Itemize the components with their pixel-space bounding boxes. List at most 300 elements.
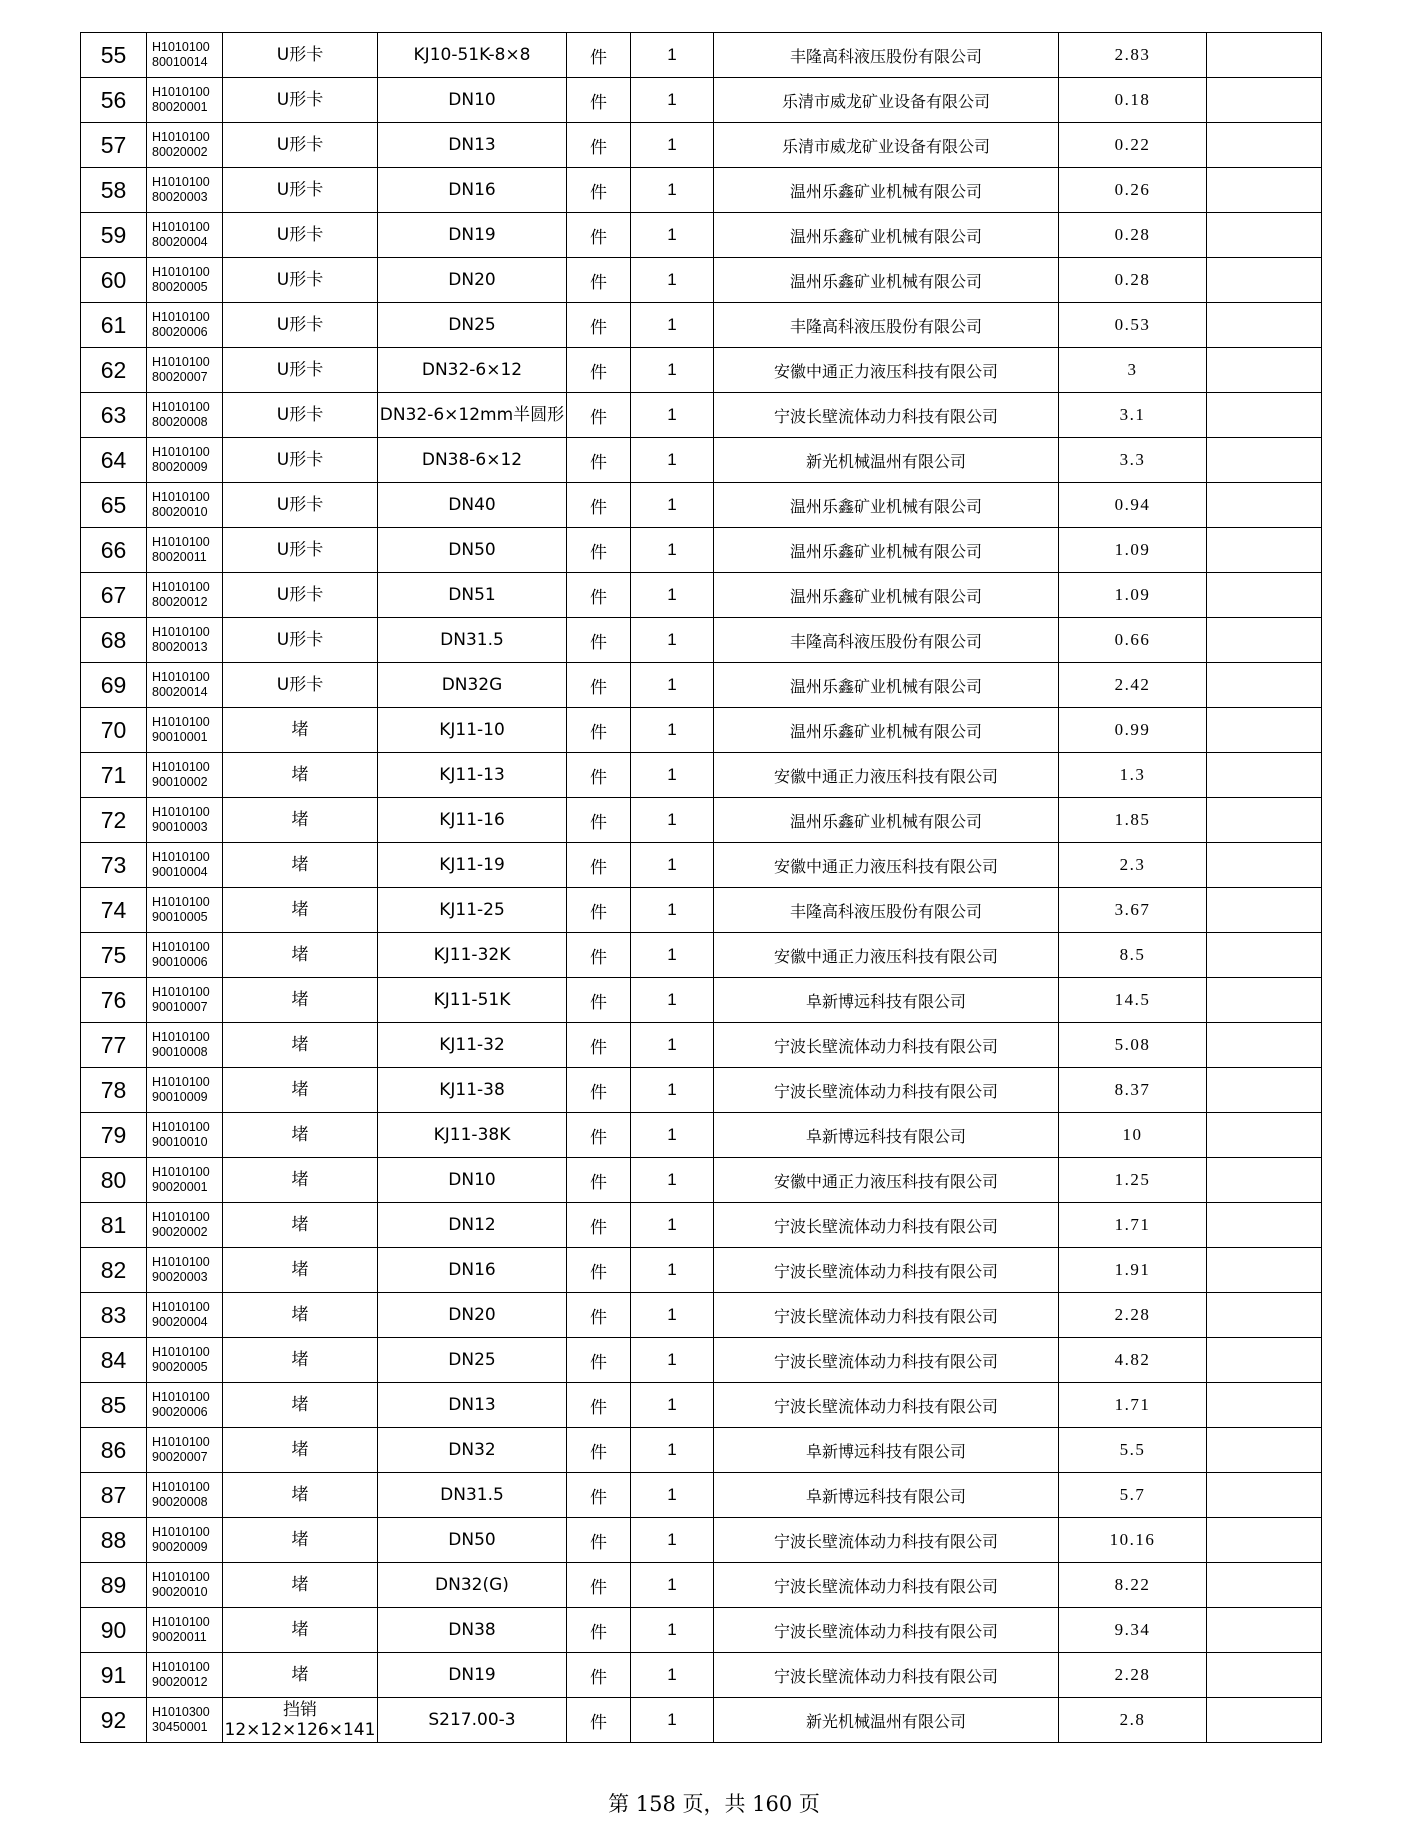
unit-price-cell: 0.53 <box>1059 303 1207 348</box>
material-code-line: H1010100 <box>152 895 210 909</box>
unit-price-cell: 3.67 <box>1059 888 1207 933</box>
material-code-line: 90020005 <box>152 1360 208 1374</box>
table-row <box>81 1473 1322 1518</box>
row-number-cell: 65 <box>81 483 147 528</box>
item-unit-cell: 件 <box>567 258 631 303</box>
item-quantity-cell: 1 <box>631 1248 714 1293</box>
table-row <box>81 843 1322 888</box>
material-code-cell <box>147 1653 223 1698</box>
row-number-cell: 72 <box>81 798 147 843</box>
item-spec-cell: KJ11-38K <box>378 1113 567 1158</box>
item-name-cell: 堵 <box>223 1383 378 1428</box>
material-code-line: H1010100 <box>152 715 210 729</box>
table-row <box>81 1518 1322 1563</box>
material-code-line: 80020014 <box>152 685 208 699</box>
material-code-line: H1010100 <box>152 1120 210 1134</box>
material-code-line: 90020006 <box>152 1405 208 1419</box>
table-row <box>81 438 1322 483</box>
item-unit-cell: 件 <box>567 1293 631 1338</box>
item-quantity-cell: 1 <box>631 708 714 753</box>
item-unit-cell: 件 <box>567 213 631 258</box>
material-code-line: 90010005 <box>152 910 208 924</box>
item-spec-cell: S217.00-3 <box>378 1698 567 1743</box>
row-number-cell: 75 <box>81 933 147 978</box>
material-code-line: H1010100 <box>152 175 210 189</box>
table-row <box>81 1608 1322 1653</box>
remark-cell <box>1207 1563 1322 1608</box>
material-code-line: H1010100 <box>152 1525 210 1539</box>
material-code-cell <box>147 1113 223 1158</box>
unit-price-cell: 1.3 <box>1059 753 1207 798</box>
material-code-line: H1010100 <box>152 40 210 54</box>
item-spec-cell: DN16 <box>378 1248 567 1293</box>
unit-price-cell: 8.22 <box>1059 1563 1207 1608</box>
row-number-cell: 83 <box>81 1293 147 1338</box>
item-name-cell: U形卡 <box>223 168 378 213</box>
material-code-line: H1010100 <box>152 1300 210 1314</box>
item-quantity-cell: 1 <box>631 213 714 258</box>
table-row <box>81 1383 1322 1428</box>
item-spec-cell: DN25 <box>378 303 567 348</box>
table-row <box>81 33 1322 78</box>
item-quantity-cell: 1 <box>631 1428 714 1473</box>
table-row <box>81 303 1322 348</box>
item-name-cell: U形卡 <box>223 528 378 573</box>
item-spec-cell: KJ11-19 <box>378 843 567 888</box>
item-name-cell: U形卡 <box>223 663 378 708</box>
item-name-cell: 堵 <box>223 1653 378 1698</box>
item-name-cell: U形卡 <box>223 303 378 348</box>
material-code-line: H1010100 <box>152 265 210 279</box>
supplier-name-cell: 温州乐鑫矿业机械有限公司 <box>714 258 1059 303</box>
remark-cell <box>1207 1383 1322 1428</box>
supplier-name-cell: 丰隆高科液压股份有限公司 <box>714 303 1059 348</box>
supplier-name-cell: 宁波长壁流体动力科技有限公司 <box>714 1068 1059 1113</box>
unit-price-cell: 0.22 <box>1059 123 1207 168</box>
item-unit-cell: 件 <box>567 1383 631 1428</box>
material-code-line: 90020007 <box>152 1450 208 1464</box>
item-name-cell: 堵 <box>223 753 378 798</box>
material-code-cell <box>147 1248 223 1293</box>
table-row <box>81 618 1322 663</box>
table-row <box>81 663 1322 708</box>
item-unit-cell: 件 <box>567 888 631 933</box>
item-quantity-cell: 1 <box>631 33 714 78</box>
remark-cell <box>1207 393 1322 438</box>
item-spec-cell: KJ11-10 <box>378 708 567 753</box>
material-code-line: H1010100 <box>152 625 210 639</box>
row-number-cell: 62 <box>81 348 147 393</box>
material-code-line: 90010006 <box>152 955 208 969</box>
table-row <box>81 258 1322 303</box>
material-code-line: H1010100 <box>152 1255 210 1269</box>
unit-price-cell: 2.8 <box>1059 1698 1207 1743</box>
material-code-line: 90020008 <box>152 1495 208 1509</box>
table-row <box>81 1113 1322 1158</box>
material-code-line: H1010100 <box>152 1480 210 1494</box>
item-unit-cell: 件 <box>567 1113 631 1158</box>
item-unit-cell: 件 <box>567 978 631 1023</box>
material-code-cell <box>147 1383 223 1428</box>
supplier-name-cell: 新光机械温州有限公司 <box>714 1698 1059 1743</box>
material-code-line: 90020001 <box>152 1180 208 1194</box>
remark-cell <box>1207 1023 1322 1068</box>
item-name-cell: 堵 <box>223 1203 378 1248</box>
item-quantity-cell: 1 <box>631 573 714 618</box>
unit-price-cell: 2.28 <box>1059 1293 1207 1338</box>
material-code-line: 80020001 <box>152 100 208 114</box>
row-number-cell: 55 <box>81 33 147 78</box>
item-name-cell: U形卡 <box>223 123 378 168</box>
material-code-line: 30450001 <box>152 1720 208 1734</box>
remark-cell <box>1207 438 1322 483</box>
material-code-line: H1010100 <box>152 1435 210 1449</box>
remark-cell <box>1207 213 1322 258</box>
item-unit-cell: 件 <box>567 573 631 618</box>
item-unit-cell: 件 <box>567 1518 631 1563</box>
unit-price-cell: 0.28 <box>1059 213 1207 258</box>
material-code-cell <box>147 303 223 348</box>
supplier-name-cell: 阜新博远科技有限公司 <box>714 1473 1059 1518</box>
item-quantity-cell: 1 <box>631 168 714 213</box>
remark-cell <box>1207 483 1322 528</box>
remark-cell <box>1207 33 1322 78</box>
unit-price-cell: 4.82 <box>1059 1338 1207 1383</box>
material-code-line: 90010007 <box>152 1000 208 1014</box>
material-code-line: 90020011 <box>152 1630 207 1644</box>
item-spec-cell: DN13 <box>378 123 567 168</box>
item-name-cell: 挡销12×12×126×141 <box>223 1698 378 1743</box>
remark-cell <box>1207 1158 1322 1203</box>
item-spec-cell: DN10 <box>378 1158 567 1203</box>
unit-price-cell: 2.42 <box>1059 663 1207 708</box>
material-code-line: 90020002 <box>152 1225 208 1239</box>
row-number-cell: 69 <box>81 663 147 708</box>
remark-cell <box>1207 888 1322 933</box>
item-unit-cell: 件 <box>567 303 631 348</box>
remark-cell <box>1207 618 1322 663</box>
item-name-cell: 堵 <box>223 1248 378 1293</box>
unit-price-cell: 0.94 <box>1059 483 1207 528</box>
table-row <box>81 483 1322 528</box>
item-quantity-cell: 1 <box>631 258 714 303</box>
material-code-line: H1010100 <box>152 1660 210 1674</box>
item-quantity-cell: 1 <box>631 978 714 1023</box>
item-unit-cell: 件 <box>567 1608 631 1653</box>
item-spec-cell: DN40 <box>378 483 567 528</box>
material-code-line: H1010100 <box>152 310 210 324</box>
item-name-cell: 堵 <box>223 1068 378 1113</box>
table-row <box>81 1428 1322 1473</box>
item-unit-cell: 件 <box>567 1653 631 1698</box>
unit-price-cell: 0.18 <box>1059 78 1207 123</box>
item-unit-cell: 件 <box>567 663 631 708</box>
supplier-name-cell: 宁波长壁流体动力科技有限公司 <box>714 1248 1059 1293</box>
material-code-line: 80020009 <box>152 460 208 474</box>
unit-price-cell: 3.3 <box>1059 438 1207 483</box>
table-row <box>81 1563 1322 1608</box>
table-row <box>81 1023 1322 1068</box>
material-code-line: H1010100 <box>152 220 210 234</box>
unit-price-cell: 1.91 <box>1059 1248 1207 1293</box>
remark-cell <box>1207 528 1322 573</box>
item-unit-cell: 件 <box>567 1068 631 1113</box>
item-unit-cell: 件 <box>567 708 631 753</box>
row-number-cell: 89 <box>81 1563 147 1608</box>
table-row <box>81 528 1322 573</box>
item-spec-cell: DN13 <box>378 1383 567 1428</box>
table-row <box>81 348 1322 393</box>
remark-cell <box>1207 1608 1322 1653</box>
material-code-line: H1010100 <box>152 1570 210 1584</box>
supplier-name-cell: 安徽中通正力液压科技有限公司 <box>714 933 1059 978</box>
material-code-cell <box>147 258 223 303</box>
unit-price-cell: 1.09 <box>1059 573 1207 618</box>
remark-cell <box>1207 1293 1322 1338</box>
table-row <box>81 1203 1322 1248</box>
item-spec-cell: DN16 <box>378 168 567 213</box>
item-spec-cell: DN25 <box>378 1338 567 1383</box>
item-name-cell: U形卡 <box>223 78 378 123</box>
supplier-name-cell: 安徽中通正力液压科技有限公司 <box>714 753 1059 798</box>
row-number-cell: 86 <box>81 1428 147 1473</box>
remark-cell <box>1207 933 1322 978</box>
material-code-cell <box>147 168 223 213</box>
item-name-cell: 堵 <box>223 798 378 843</box>
remark-cell <box>1207 78 1322 123</box>
material-code-line: H1010100 <box>152 355 210 369</box>
remark-cell <box>1207 1113 1322 1158</box>
item-name-cell: 堵 <box>223 708 378 753</box>
item-name-cell: 堵 <box>223 1608 378 1653</box>
material-code-line: H1010100 <box>152 850 210 864</box>
remark-cell <box>1207 348 1322 393</box>
unit-price-cell: 14.5 <box>1059 978 1207 1023</box>
supplier-name-cell: 丰隆高科液压股份有限公司 <box>714 33 1059 78</box>
material-code-line: 90010003 <box>152 820 208 834</box>
material-code-line: 90020003 <box>152 1270 208 1284</box>
unit-price-cell: 8.5 <box>1059 933 1207 978</box>
material-code-line: H1010100 <box>152 1615 210 1629</box>
material-code-line: 90020009 <box>152 1540 208 1554</box>
row-number-cell: 91 <box>81 1653 147 1698</box>
supplier-name-cell: 宁波长壁流体动力科技有限公司 <box>714 1293 1059 1338</box>
material-code-cell <box>147 1698 223 1743</box>
material-code-cell <box>147 438 223 483</box>
item-unit-cell: 件 <box>567 78 631 123</box>
material-code-line: 80020003 <box>152 190 208 204</box>
table-body <box>81 33 1322 1743</box>
unit-price-cell: 1.25 <box>1059 1158 1207 1203</box>
item-name-cell: 堵 <box>223 843 378 888</box>
supplier-name-cell: 宁波长壁流体动力科技有限公司 <box>714 1203 1059 1248</box>
item-quantity-cell: 1 <box>631 1563 714 1608</box>
item-unit-cell: 件 <box>567 618 631 663</box>
table-row <box>81 1653 1322 1698</box>
supplier-name-cell: 宁波长壁流体动力科技有限公司 <box>714 1653 1059 1698</box>
item-spec-cell: DN32-6×12mm半圆形 <box>378 393 567 438</box>
item-quantity-cell: 1 <box>631 1068 714 1113</box>
item-name-cell: U形卡 <box>223 483 378 528</box>
remark-cell <box>1207 1518 1322 1563</box>
supplier-name-cell: 丰隆高科液压股份有限公司 <box>714 888 1059 933</box>
material-code-line: H1010100 <box>152 805 210 819</box>
material-code-cell <box>147 1203 223 1248</box>
row-number-cell: 66 <box>81 528 147 573</box>
row-number-cell: 78 <box>81 1068 147 1113</box>
item-quantity-cell: 1 <box>631 753 714 798</box>
material-code-line: 90020012 <box>152 1675 208 1689</box>
unit-price-cell: 10 <box>1059 1113 1207 1158</box>
item-spec-cell: DN20 <box>378 1293 567 1338</box>
material-code-cell <box>147 1518 223 1563</box>
unit-price-cell: 5.08 <box>1059 1023 1207 1068</box>
item-spec-cell: DN32(G) <box>378 1563 567 1608</box>
unit-price-cell: 1.09 <box>1059 528 1207 573</box>
supplier-name-cell: 阜新博远科技有限公司 <box>714 1428 1059 1473</box>
supplier-name-cell: 温州乐鑫矿业机械有限公司 <box>714 168 1059 213</box>
row-number-cell: 59 <box>81 213 147 258</box>
material-code-line: H1010100 <box>152 580 210 594</box>
unit-price-cell: 3 <box>1059 348 1207 393</box>
material-code-cell <box>147 843 223 888</box>
material-code-line: H1010100 <box>152 1165 210 1179</box>
item-spec-cell: DN31.5 <box>378 618 567 663</box>
item-quantity-cell: 1 <box>631 393 714 438</box>
material-code-cell <box>147 78 223 123</box>
item-spec-cell: DN20 <box>378 258 567 303</box>
supplier-name-cell: 安徽中通正力液压科技有限公司 <box>714 348 1059 393</box>
material-code-line: 90010002 <box>152 775 208 789</box>
row-number-cell: 92 <box>81 1698 147 1743</box>
unit-price-cell: 2.3 <box>1059 843 1207 888</box>
item-name-cell: 堵 <box>223 1563 378 1608</box>
supplier-name-cell: 温州乐鑫矿业机械有限公司 <box>714 213 1059 258</box>
item-unit-cell: 件 <box>567 1473 631 1518</box>
material-code-line: 80020007 <box>152 370 208 384</box>
material-code-line: H1010100 <box>152 760 210 774</box>
item-unit-cell: 件 <box>567 528 631 573</box>
item-unit-cell: 件 <box>567 843 631 888</box>
row-number-cell: 88 <box>81 1518 147 1563</box>
remark-cell <box>1207 123 1322 168</box>
item-quantity-cell: 1 <box>631 1383 714 1428</box>
remark-cell <box>1207 753 1322 798</box>
remark-cell <box>1207 708 1322 753</box>
material-code-line: H1010100 <box>152 1210 210 1224</box>
item-quantity-cell: 1 <box>631 303 714 348</box>
material-code-cell <box>147 1023 223 1068</box>
row-number-cell: 63 <box>81 393 147 438</box>
item-spec-cell: DN38-6×12 <box>378 438 567 483</box>
row-number-cell: 58 <box>81 168 147 213</box>
material-code-line: 90020004 <box>152 1315 208 1329</box>
table-row <box>81 123 1322 168</box>
unit-price-cell: 0.28 <box>1059 258 1207 303</box>
material-code-line: 80020012 <box>152 595 208 609</box>
item-unit-cell: 件 <box>567 483 631 528</box>
row-number-cell: 76 <box>81 978 147 1023</box>
item-name-cell: 堵 <box>223 978 378 1023</box>
row-number-cell: 74 <box>81 888 147 933</box>
item-spec-cell: DN32-6×12 <box>378 348 567 393</box>
page-number: 第 158 页，共 160 页 <box>608 1792 820 1816</box>
material-code-cell <box>147 753 223 798</box>
table-row <box>81 1068 1322 1113</box>
supplier-name-cell: 丰隆高科液压股份有限公司 <box>714 618 1059 663</box>
supplier-name-cell: 新光机械温州有限公司 <box>714 438 1059 483</box>
parts-price-table <box>80 32 1322 1743</box>
item-unit-cell: 件 <box>567 123 631 168</box>
item-quantity-cell: 1 <box>631 483 714 528</box>
item-spec-cell: KJ11-32K <box>378 933 567 978</box>
item-spec-cell: DN50 <box>378 1518 567 1563</box>
row-number-cell: 79 <box>81 1113 147 1158</box>
material-code-line: H1010300 <box>152 1705 210 1719</box>
remark-cell <box>1207 978 1322 1023</box>
supplier-name-cell: 宁波长壁流体动力科技有限公司 <box>714 1023 1059 1068</box>
remark-cell <box>1207 843 1322 888</box>
item-name-cell: 堵 <box>223 1113 378 1158</box>
table-row <box>81 393 1322 438</box>
table-row <box>81 168 1322 213</box>
item-spec-cell: KJ11-13 <box>378 753 567 798</box>
material-code-line: H1010100 <box>152 445 210 459</box>
material-code-line: 90010004 <box>152 865 208 879</box>
item-spec-cell: DN19 <box>378 213 567 258</box>
material-code-line: 80020005 <box>152 280 208 294</box>
unit-price-cell: 8.37 <box>1059 1068 1207 1113</box>
item-name-cell: 堵 <box>223 1293 378 1338</box>
material-code-line: 90010009 <box>152 1090 208 1104</box>
item-spec-cell: DN51 <box>378 573 567 618</box>
material-code-cell <box>147 573 223 618</box>
item-name-cell: U形卡 <box>223 348 378 393</box>
material-code-line: 80020010 <box>152 505 208 519</box>
item-unit-cell: 件 <box>567 798 631 843</box>
item-spec-cell: KJ11-16 <box>378 798 567 843</box>
material-code-cell <box>147 393 223 438</box>
material-code-line: 80020004 <box>152 235 208 249</box>
supplier-name-cell: 温州乐鑫矿业机械有限公司 <box>714 708 1059 753</box>
item-quantity-cell: 1 <box>631 1698 714 1743</box>
item-name-cell: 堵 <box>223 888 378 933</box>
item-name-cell: U形卡 <box>223 618 378 663</box>
row-number-cell: 77 <box>81 1023 147 1068</box>
item-unit-cell: 件 <box>567 1428 631 1473</box>
item-quantity-cell: 1 <box>631 1473 714 1518</box>
row-number-cell: 90 <box>81 1608 147 1653</box>
row-number-cell: 87 <box>81 1473 147 1518</box>
supplier-name-cell: 阜新博远科技有限公司 <box>714 978 1059 1023</box>
remark-cell <box>1207 303 1322 348</box>
item-quantity-cell: 1 <box>631 1023 714 1068</box>
material-code-cell <box>147 888 223 933</box>
item-unit-cell: 件 <box>567 438 631 483</box>
unit-price-cell: 10.16 <box>1059 1518 1207 1563</box>
material-code-line: 80020008 <box>152 415 208 429</box>
item-spec-cell: KJ11-38 <box>378 1068 567 1113</box>
item-name-cell: 堵 <box>223 1158 378 1203</box>
item-quantity-cell: 1 <box>631 843 714 888</box>
supplier-name-cell: 宁波长壁流体动力科技有限公司 <box>714 393 1059 438</box>
row-number-cell: 70 <box>81 708 147 753</box>
item-spec-cell: KJ10-51K-8×8 <box>378 33 567 78</box>
item-name-cell: U形卡 <box>223 33 378 78</box>
item-name-cell: 堵 <box>223 1428 378 1473</box>
material-code-cell <box>147 33 223 78</box>
material-code-cell <box>147 798 223 843</box>
